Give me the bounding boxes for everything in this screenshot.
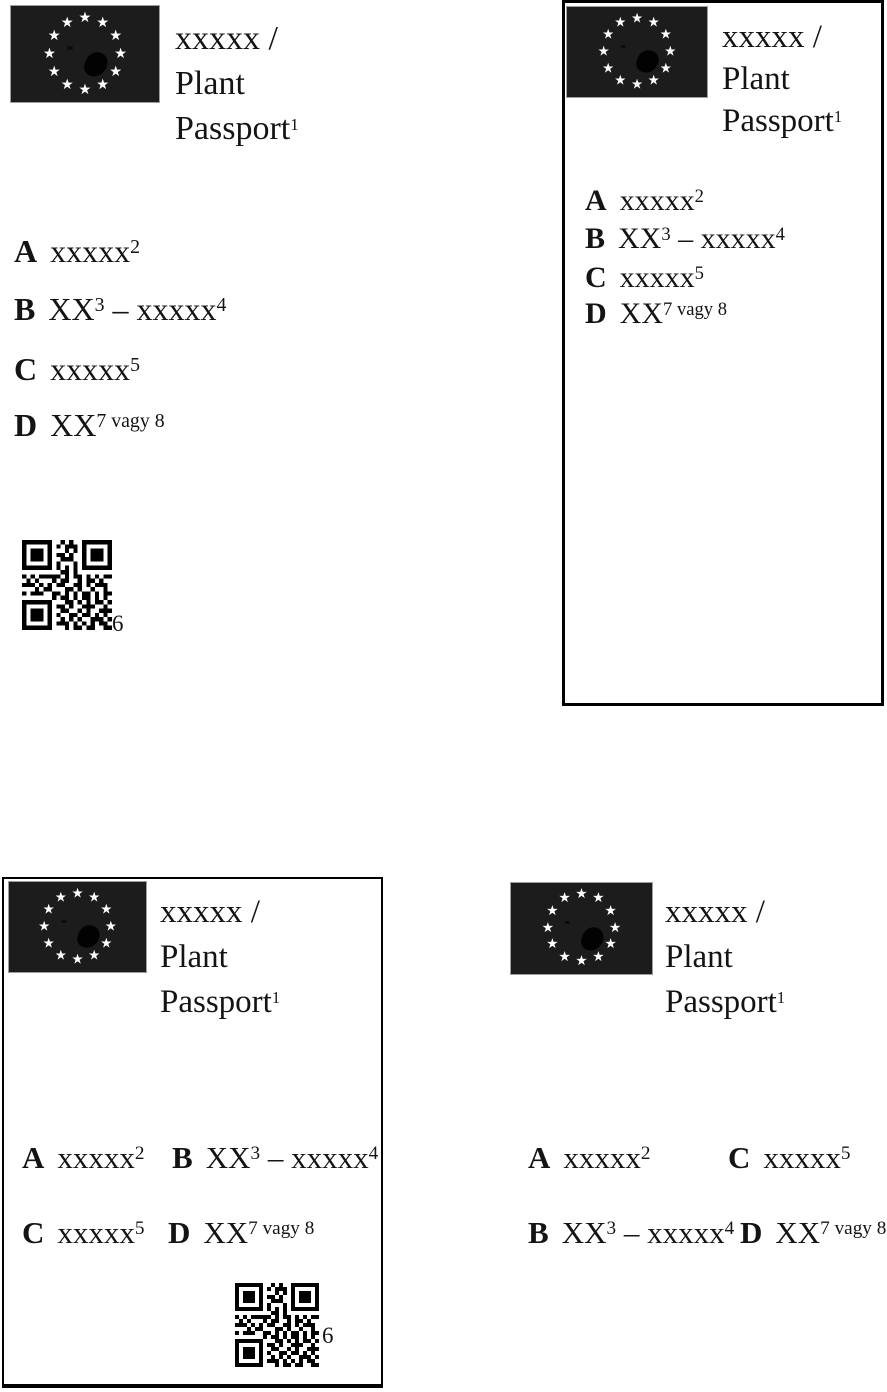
eu-star-icon: ★ [78,10,92,27]
eu-star-icon: ★ [592,948,605,965]
eu-star-icon: ★ [602,26,615,43]
eu-flag [566,6,708,98]
flag-emblem-smudge [82,49,111,80]
eu-star-icon: ★ [100,901,113,918]
qr-code [235,1283,319,1367]
title-line-plant: Plant [665,939,733,975]
passport-title [160,890,280,1029]
eu-star-icon: ★ [558,948,571,965]
eu-star-icon: ★ [43,45,56,62]
title-line-passport: Passport$^1$ [175,110,299,147]
passport-title [665,890,785,1029]
title-line-org [175,16,299,61]
field-a [14,234,140,269]
eu-star-icon: ★ [60,76,74,93]
eu-star-icon: ★ [609,919,622,936]
flag-speck [565,921,571,924]
field-b-label: B [14,291,36,327]
eu-star-icon: ★ [664,43,677,60]
eu-star-icon: ★ [88,889,101,906]
eu-star-icon: ★ [42,901,55,918]
eu-star-icon: ★ [109,28,123,45]
title-line-plant: Plant [722,61,790,97]
field-d-label: D [14,407,38,443]
footnote-ref-7-8: 7 vagy 8 [96,410,165,433]
qr-footnote-ref: 6 [322,1323,334,1348]
title-line-passport: Passport$^1$ [665,984,786,1020]
field-a: A xxxxx$^2$ [528,1140,651,1175]
field-b [14,292,226,327]
field-c: C xxxxx$^5$ [585,261,704,294]
field-d: D $XX^{7 vagy 8}$ [585,297,728,330]
eu-star-icon: ★ [659,26,672,43]
eu-star-icon: ★ [575,953,588,970]
flag-speck [61,920,66,923]
title-line-plant: Plant [160,939,228,975]
eu-star-icon: ★ [42,934,55,951]
eu-flag [8,881,147,973]
eu-flag [10,5,160,103]
field-b: B $XX^3$ – xxxxx$^4$ [172,1140,379,1175]
field-d: D $XX^{7 vagy 8}$ [740,1215,887,1250]
eu-star-icon: ★ [604,902,617,919]
field-a: A xxxxx$^2$ [22,1140,145,1175]
field-b-dash: – [112,291,129,327]
field-c [14,352,140,387]
field-b-country: XX [48,291,95,327]
footnote-ref-1: 1 [833,106,843,126]
eu-star-icon: ★ [546,936,559,953]
footnote-ref-3: 3 [94,294,105,317]
eu-star-icon: ★ [88,947,101,964]
eu-star-icon: ★ [604,936,617,953]
eu-star-icon: ★ [575,886,588,902]
eu-star-icon: ★ [78,81,92,98]
eu-star-icon: ★ [71,884,84,901]
eu-star-icon: ★ [541,919,554,936]
eu-star-icon: ★ [109,63,123,80]
title-line-passport: Passport$^1$ [722,103,843,139]
eu-star-icon: ★ [614,14,627,31]
footnote-ref-5: 5 [130,354,141,377]
separator-slash: / [268,20,278,57]
field-a-label: A [14,233,38,269]
title-line-org: xxxxx / [665,894,765,930]
footnote-ref-2: 2 [130,236,141,259]
eu-star-icon: ★ [104,918,117,935]
title-line-passport: Passport$^1$ [160,984,281,1020]
title-line-org: xxxxx / [160,894,260,930]
footnote-ref-4: 4 [216,294,227,317]
eu-star-icon: ★ [96,76,110,93]
eu-star-icon: ★ [114,45,127,62]
eu-star-icon: ★ [71,951,84,968]
footnote-ref-1: 1 [290,114,299,134]
eu-star-icon: ★ [558,890,571,907]
eu-star-icon: ★ [614,72,627,89]
title-line-plant: Plant [175,65,245,102]
field-c: C xxxxx$^5$ [22,1215,145,1250]
field-d: D $XX^{7 vagy 8}$ [168,1215,315,1250]
eu-flag [510,882,653,975]
eu-star-icon: ★ [38,918,51,935]
field-c-value: xxxxx [50,351,131,387]
field-b: B $XX^3$ – xxxxx$^4$ [585,222,785,255]
eu-star-icon: ★ [100,934,113,951]
footnote-ref-1: 1 [271,987,281,1007]
field-a: A xxxxx$^2$ [585,184,704,217]
eu-star-icon: ★ [630,76,644,93]
eu-star-icon: ★ [592,890,605,907]
passport-title [175,16,299,156]
separator-slash: / [812,19,822,55]
field-d-country: XX [50,407,97,443]
eu-star-icon: ★ [659,59,672,76]
eu-star-icon: ★ [602,59,615,76]
eu-star-icon: ★ [54,947,67,964]
field-c: C xxxxx$^5$ [728,1140,851,1175]
field-b-value: xxxxx [136,291,217,327]
field-d [14,408,165,443]
org-placeholder: xxxxx [175,20,260,57]
qr-footnote-ref: 6 [112,611,124,636]
passport-title [722,16,842,147]
separator-slash: / [755,894,765,930]
eu-star-icon: ★ [47,63,61,80]
eu-star-icon: ★ [597,43,610,60]
field-a-value: xxxxx [50,233,131,269]
footnote-ref-1: 1 [776,987,786,1007]
eu-star-icon: ★ [60,15,74,32]
separator-slash: / [250,894,260,930]
qr-code [22,540,112,630]
title-line-org: xxxxx / [722,19,822,55]
eu-star-icon: ★ [47,28,61,45]
eu-star-icon: ★ [54,889,67,906]
flag-speck [67,46,73,49]
eu-star-icon: ★ [630,9,644,26]
field-c-label: C [14,351,38,387]
eu-star-icon: ★ [546,902,559,919]
field-b: B $XX^3$ – xxxxx$^4$ [528,1215,735,1250]
eu-star-icon: ★ [647,14,660,31]
flag-speck [620,45,626,48]
eu-star-icon: ★ [96,15,110,32]
eu-star-icon: ★ [647,72,660,89]
